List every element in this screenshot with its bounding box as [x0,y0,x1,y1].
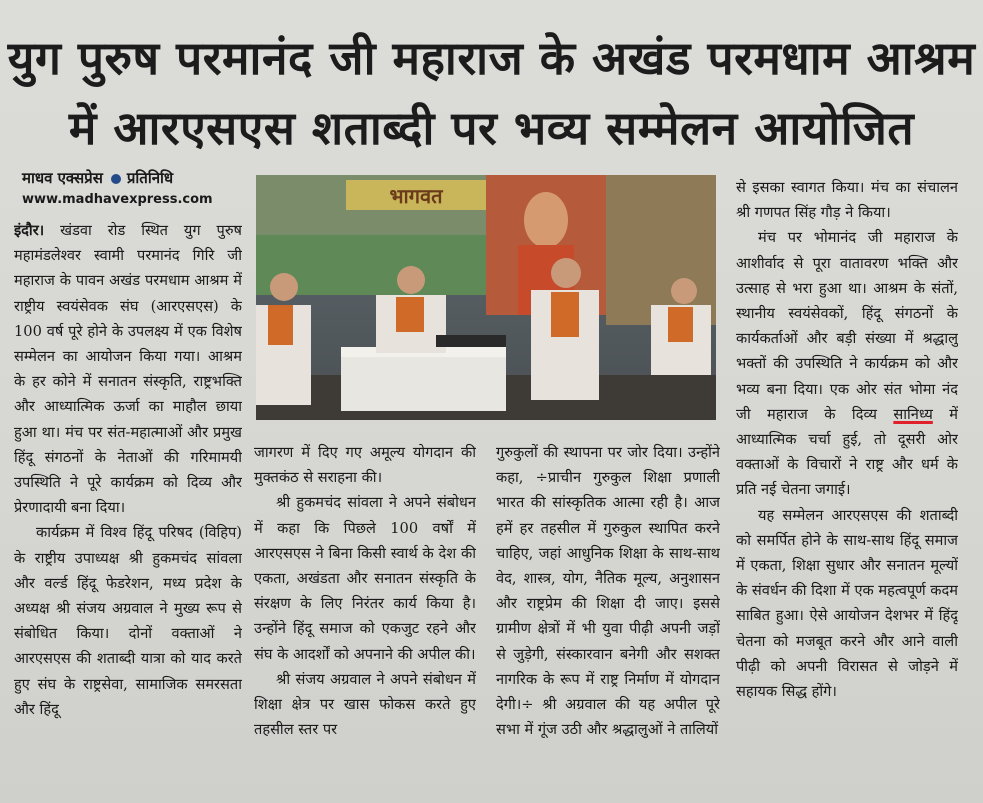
event-photo-illustration [256,175,716,420]
article-paragraph: श्री संजय अग्रवाल ने अपने संबोधन में शिक्षा क्षेत्र पर खास फोकस करते हुए तहसील स्तर पर [254,670,476,739]
bullet-dot-icon [111,174,121,184]
article-paragraph: यह सम्मेलन आरएसएस की शताब्दी को समर्पित होने के साथ-साथ हिंदू समाज में एकता, शिक्षा सुधार और सनातन मूल्यों के संवर्धन की दिशा में एक महत्वपूर्ण कदम साबित हुआ। ऐसे आयोजन देशभर में हिंदू चेतना को मजबूत करने और आने वाली पीढ़ी को अपनी विरासत से जोड़ने में सहायक सिद्ध होंगे। [736,506,958,701]
article-paragraph: जागरण में दिए गए अमूल्य योगदान की मुक्तकंठ से सराहना की। [254,444,476,487]
article-column-2 [254,440,476,800]
dateline: इंदौर। [14,222,45,239]
newspaper-name: माधव एक्सप्रेस [22,169,103,187]
article-paragraph: से इसका स्वागत किया। मंच का संचालन श्री गणपत सिंह गौड़ ने किया। [736,179,958,222]
article-column-3 [496,440,720,800]
headline-line-1: युग पुरुष परमानंद जी महाराज के अखंड परमधाम आश्रम [7,31,976,85]
event-photo [256,175,716,420]
underlined-word: सानिध्य [893,405,933,423]
banner-text: भागवत [389,184,443,208]
article-paragraph: गुरुकुलों की स्थापना पर जोर दिया। उन्होंने कहा, ÷प्राचीन गुरुकुल शिक्षा प्रणाली भारत की सांस्कृतिक आत्मा रही है। आज हमें हर तहसील में गुरुकुल स्थापित करने चाहिए, जहां आधुनिक शिक्षा के साथ-साथ वेद, शास्त्र, योग, नैतिक मूल्य, अनुशासन और राष्ट्रप्रेम की शिक्षा दी जाए। इससे ग्रामीण क्षेत्रों में भी युवा पीढ़ी अपनी जड़ों से जुड़ेगी, संस्कारवान बनेगी और सशक्त नागरिक के रूप में राष्ट्र निर्माण में योगदान देगी।÷ श्री अग्रवाल की यह अपील पूरे सभा में गूंज उठी और श्रद्धालुओं ने तालियों [496,444,720,739]
reporter-role: प्रतिनिधि [126,169,174,187]
headline-line-2: में आरएसएस शताब्दी पर भव्य सम्मेलन आयोजित [68,101,915,155]
website-url: www.madhavexpress.com [22,192,213,207]
paragraph-text: में आध्यात्मिक चर्चा हुई, तो दूसरी ओर वक्ताओं के विचारों ने राष्ट्र और धर्म के प्रति नई चेतना जगाई। [736,405,958,499]
article-paragraph [14,218,242,520]
article-paragraph [736,225,958,502]
article-column-4 [736,175,958,800]
article-paragraph: कार्यक्रम में विश्व हिंदू परिषद (विहिप) के राष्ट्रीय उपाध्यक्ष श्री हुकमचंद सांवला और वर्ल्ड हिंदू फेडरेशन, मध्य प्रदेश के अध्यक्ष श्री संजय अग्रवाल ने मुख्य रूप से संबोधित किया। दोनों वक्ताओं ने आरएसएस की शताब्दी यात्रा को याद करते हुए संघ के राष्ट्रसेवा, सामाजिक समरसता और हिंदू [14,524,242,718]
paragraph-text: मंच पर भोमानंद जी महाराज के आशीर्वाद से पूरा वातावरण भक्ति और उत्साह से भरा हुआ था। आश्रम के संतों, स्थानीय स्वयंसेवकों, हिंदू संगठनों के कार्यकर्ताओं और बड़ी संख्या में श्रद्धालु भक्तों की उपस्थिति ने कार्यक्रम को और भव्य बना दिया। एक ओर संत भोमा नंद जी महाराज के दिव्य [736,229,958,423]
paragraph-text: खंडवा रोड स्थित युग पुरुष महामंडलेश्वर स्वामी परमानंद गिरि जी महाराज के पावन अखंड परमधाम आश्रम में राष्ट्रीय स्वयंसेवक संघ (आरएसएस) के 100 वर्ष पूरे होने के उपलक्ष्य में एक विशेष सम्मेलन का आयोजन किया गया। आश्रम के हर कोने में सनातन संस्कृति, राष्ट्रभक्ति और आध्यात्मिक ऊर्जा का माहौल छाया हुआ था। मंच पर संत-महात्माओं और प्रमुख हिंदू संगठनों के नेताओं की गरिमामयी उपस्थिति ने पूरे कार्यक्रम को दिव्य और प्रेरणादायी बना दिया। [14,222,242,517]
byline [22,168,173,188]
article-paragraph: श्री हुकमचंद सांवला ने अपने संबोधन में कहा कि पिछले 100 वर्षों में आरएसएस ने बिना किसी स्वार्थ के देश की एकता, अखंडता और सनातन संस्कृति के संरक्षण के लिए निरंतर कार्य किया है। उन्होंने हिंदू समाज को एकजुट रहने और संघ के आदर्शों को अपनाने की अपील की। [254,494,476,663]
article-column-1 [14,218,242,798]
